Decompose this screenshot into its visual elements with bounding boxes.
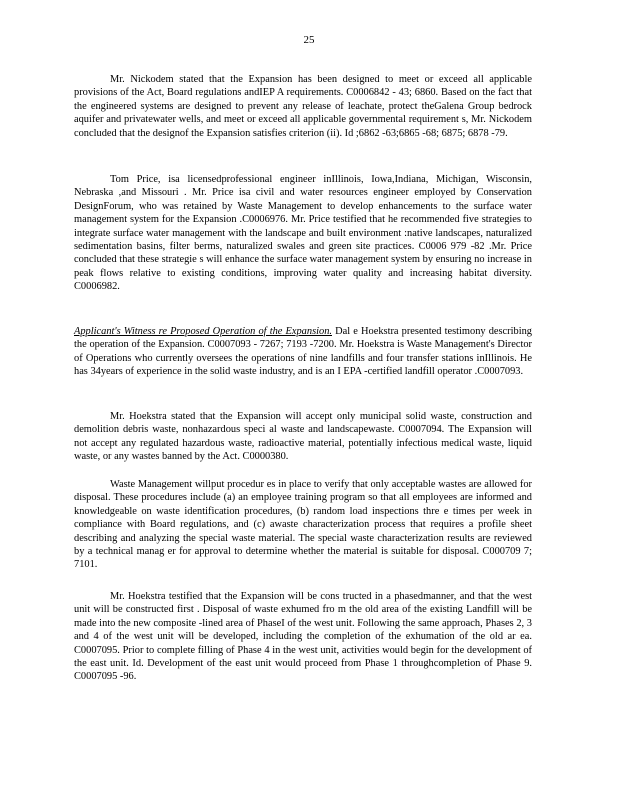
paragraph-text: Tom Price, isa licensedprofessional engineer inIllinois, Iowa,Indiana, Michigan, Wisconsin, Nebraska ,and Missouri . Mr. Price isa civil and water resources engineer employed by Conservation DesignForum, who was retained by Waste Management to develop enhancements to the surface water management system for the Expansion .C0006976. Mr. Price testified that he recommended five strategies to integrate surface water management with the landscape and built environment :native landscapes, naturalized sedimentation basins, filter berms, naturalized swales and green site practices. C0006 979 -82 .Mr. Price concluded that these strategie s will enhance the surface water management system by ensuring no increase in peak flows relative to existing conditions, improving water quality and increasing habitat diversity. C0006982. (74, 174, 532, 293)
paragraph-text: Mr. Hoekstra stated that the Expansion will accept only municipal solid waste, construction and demolition debris waste, nonhazardous speci al waste and landscapewaste. C0007094. The Expansion will not accept any regulated hazardous waste, radioactive material, potentially infectious medical waste, liquid waste, or any wastes banned by the Act. C0000380. (74, 411, 532, 463)
paragraph-text: Mr. Nickodem stated that the Expansion has been designed to meet or exceed all applicable provisions of the Act, Board regulations andIEP A requirements. C0006842 - 43; 6860. Based on the fact that the engineered systems are designed to prevent any release of leachate, protect theGalena Group bedrock aquifer and privatewater wells, and meet or exceed all applicable governmental requirement s, Mr. Nickodem concluded that the designof the Expansion satisfies criterion (ii). Id ;6862 -63;6865 -68; 6875; 6878 -79. (74, 74, 532, 139)
paragraph-verification-procedures (74, 478, 532, 572)
section-heading: Applicant's Witness re Proposed Operation of the Expansion. (74, 326, 332, 337)
paragraph-operation-heading (74, 325, 532, 379)
paragraph-accepted-waste (74, 410, 532, 464)
paragraph-phased-construction (74, 590, 532, 684)
page-number: 25 (303, 34, 315, 46)
paragraph-text: Mr. Hoekstra testified that the Expansion will be cons tructed in a phasedmanner, and that the west unit will be constructed first . Disposal of waste exhumed fro m the old area of the existing Landfill will be made into the new composite -lined area of PhaseI of the west unit. Following the same approach, Phases 2, 3 and 4 of the west unit will be developed, including the completion of the exhumation of the old ar ea. C0007095. Prior to complete filling of Phase 4 in the west unit, activities would begin for the development of the east unit. Id. Development of the east unit would proceed from Phase 1 throughcompletion of Phase 9. C0007095 -96. (74, 591, 532, 683)
paragraph-text: Dal e Hoekstra presented testimony describing the operation of the Expansion. C0007093 - 7267; 7193 -7200. Mr. Hoekstra is Waste Management's Director of Operations who currently oversees the operations of nine landfills and four transfer stations inIllinois. He has 34years of experience in the solid waste industry, and is an I EPA -certified landfill operator .C0007093. (74, 326, 532, 378)
paragraph-text: Waste Management willput procedur es in place to verify that only acceptable wastes are allowed for disposal. These procedures include (a) an employee training program so that all employees are informed and knowledgeable on waste identification procedures, (b) random load inspections thre e times per week in compliance with Board regulations, and (c) awaste characterization process that requires a profile sheet describing and analyzing the special waste material. The special waste characterization results are reviewed by a technical manag er for approval to determine whether the material is suitable for disposal. C000709 7; 7101. (74, 479, 532, 571)
paragraph-nickodem-conclusion (74, 73, 532, 140)
paragraph-price-testimony (74, 173, 532, 294)
